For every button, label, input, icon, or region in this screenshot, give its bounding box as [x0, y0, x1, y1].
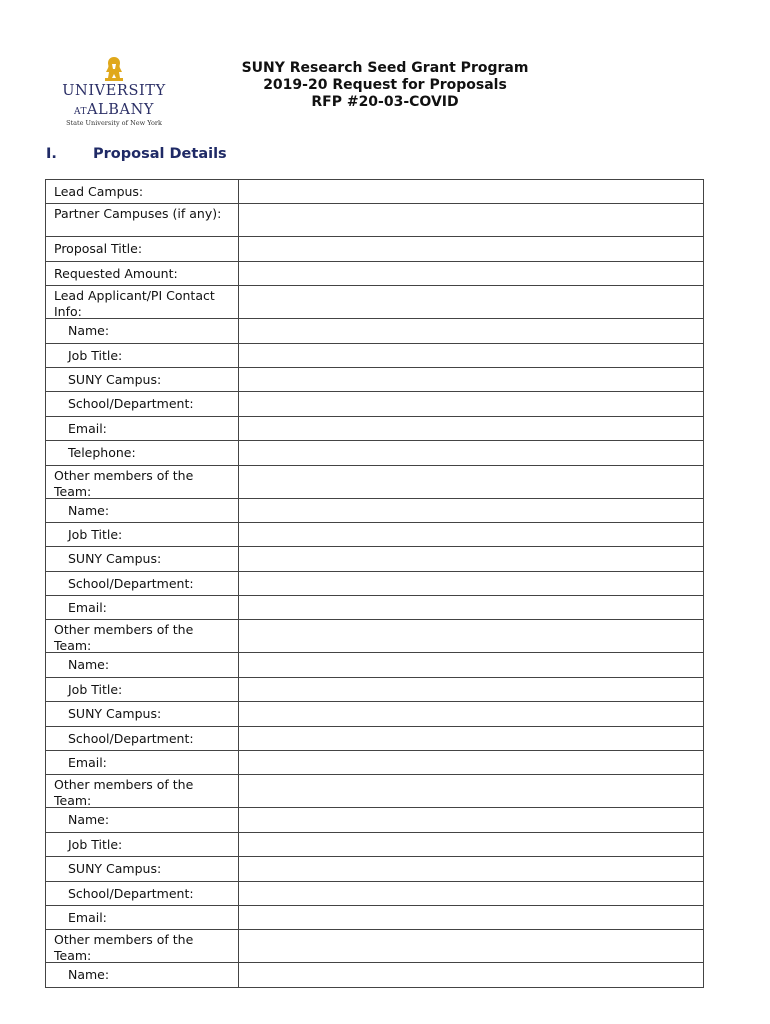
- field-label: School/Department:: [46, 392, 239, 415]
- logo-at-text: AT: [73, 107, 87, 117]
- field-value-cell[interactable]: [239, 286, 703, 318]
- table-row: [46, 466, 703, 499]
- table-row: [46, 702, 703, 726]
- table-row: [46, 286, 703, 319]
- table-row: [46, 547, 703, 571]
- field-label: Lead Applicant/PI Contact Info:: [46, 286, 239, 318]
- logo-tagline: State University of New York: [66, 119, 162, 127]
- table-row: [46, 833, 703, 857]
- field-label: Name:: [46, 499, 239, 522]
- table-row: [46, 392, 703, 416]
- field-value-cell[interactable]: [239, 775, 703, 807]
- field-label: SUNY Campus:: [46, 547, 239, 570]
- table-row: [46, 678, 703, 702]
- field-label: Job Title:: [46, 523, 239, 546]
- field-value-cell[interactable]: [239, 319, 703, 342]
- field-value-cell[interactable]: [239, 441, 703, 464]
- field-value-cell[interactable]: [239, 930, 703, 962]
- section-heading: [46, 146, 227, 162]
- field-label: Email:: [46, 596, 239, 619]
- field-value-cell[interactable]: [239, 906, 703, 929]
- table-row: [46, 237, 703, 261]
- field-value-cell[interactable]: [239, 344, 703, 367]
- table-row: [46, 572, 703, 596]
- table-row: [46, 180, 703, 204]
- field-label: Job Title:: [46, 344, 239, 367]
- table-row: [46, 204, 703, 237]
- field-value-cell[interactable]: [239, 833, 703, 856]
- field-label: Other members of the Team:: [46, 775, 239, 807]
- table-row: [46, 808, 703, 832]
- field-label: Name:: [46, 653, 239, 676]
- field-value-cell[interactable]: [239, 262, 703, 285]
- field-value-cell[interactable]: [239, 702, 703, 725]
- table-row: [46, 620, 703, 653]
- field-label: Job Title:: [46, 678, 239, 701]
- field-value-cell[interactable]: [239, 204, 703, 236]
- field-label: Name:: [46, 963, 239, 986]
- field-value-cell[interactable]: [239, 466, 703, 498]
- field-value-cell[interactable]: [239, 180, 703, 203]
- table-row: [46, 751, 703, 775]
- field-value-cell[interactable]: [239, 392, 703, 415]
- field-label: School/Department:: [46, 572, 239, 595]
- field-value-cell[interactable]: [239, 857, 703, 880]
- field-label: Name:: [46, 319, 239, 342]
- field-label: Other members of the Team:: [46, 620, 239, 652]
- field-value-cell[interactable]: [239, 368, 703, 391]
- section-number: I.: [46, 146, 57, 162]
- field-value-cell[interactable]: [239, 237, 703, 260]
- field-label: School/Department:: [46, 727, 239, 750]
- field-value-cell[interactable]: [239, 678, 703, 701]
- logo-university-text: UNIVERSITY: [62, 83, 166, 99]
- field-value-cell[interactable]: [239, 499, 703, 522]
- field-value-cell[interactable]: [239, 547, 703, 570]
- field-label: Email:: [46, 751, 239, 774]
- field-value-cell[interactable]: [239, 653, 703, 676]
- field-label: Email:: [46, 417, 239, 440]
- field-label: Telephone:: [46, 441, 239, 464]
- field-label: School/Department:: [46, 882, 239, 905]
- field-value-cell[interactable]: [239, 727, 703, 750]
- table-row: [46, 262, 703, 286]
- table-row: [46, 441, 703, 465]
- table-row: [46, 653, 703, 677]
- proposal-details-table: [45, 179, 704, 988]
- field-value-cell[interactable]: [239, 417, 703, 440]
- field-label: SUNY Campus:: [46, 368, 239, 391]
- section-title: Proposal Details: [93, 146, 227, 162]
- university-logo: [58, 56, 170, 132]
- logo-albany-word: ALBANY: [86, 102, 155, 118]
- field-value-cell[interactable]: [239, 572, 703, 595]
- table-row: [46, 417, 703, 441]
- field-label: Proposal Title:: [46, 237, 239, 260]
- field-label: SUNY Campus:: [46, 857, 239, 880]
- field-label: Lead Campus:: [46, 180, 239, 203]
- table-row: [46, 344, 703, 368]
- table-row: [46, 596, 703, 620]
- field-label: Partner Campuses (if any):: [46, 204, 239, 236]
- field-label: Name:: [46, 808, 239, 831]
- field-value-cell[interactable]: [239, 620, 703, 652]
- table-row: [46, 499, 703, 523]
- table-row: [46, 882, 703, 906]
- field-value-cell[interactable]: [239, 751, 703, 774]
- logo-albany-text: [58, 99, 170, 118]
- table-row: [46, 775, 703, 808]
- table-row: [46, 857, 703, 881]
- field-value-cell[interactable]: [239, 523, 703, 546]
- rfp-subtitle: 2019-20 Request for Proposals: [263, 77, 507, 93]
- field-value-cell[interactable]: [239, 963, 703, 986]
- table-row: [46, 523, 703, 547]
- table-row: [46, 368, 703, 392]
- table-row: [46, 906, 703, 930]
- field-label: Email:: [46, 906, 239, 929]
- table-row: [46, 930, 703, 963]
- field-value-cell[interactable]: [239, 882, 703, 905]
- program-title: SUNY Research Seed Grant Program: [241, 60, 529, 76]
- rfp-number: RFP #20-03-COVID: [311, 94, 459, 110]
- field-label: SUNY Campus:: [46, 702, 239, 725]
- field-value-cell[interactable]: [239, 808, 703, 831]
- minerva-emblem-icon: [102, 56, 126, 82]
- field-value-cell[interactable]: [239, 596, 703, 619]
- field-label: Other members of the Team:: [46, 930, 239, 962]
- field-label: Requested Amount:: [46, 262, 239, 285]
- document-header: [200, 60, 570, 111]
- table-row: [46, 963, 703, 987]
- table-row: [46, 319, 703, 343]
- field-label: Other members of the Team:: [46, 466, 239, 498]
- field-label: Job Title:: [46, 833, 239, 856]
- table-row: [46, 727, 703, 751]
